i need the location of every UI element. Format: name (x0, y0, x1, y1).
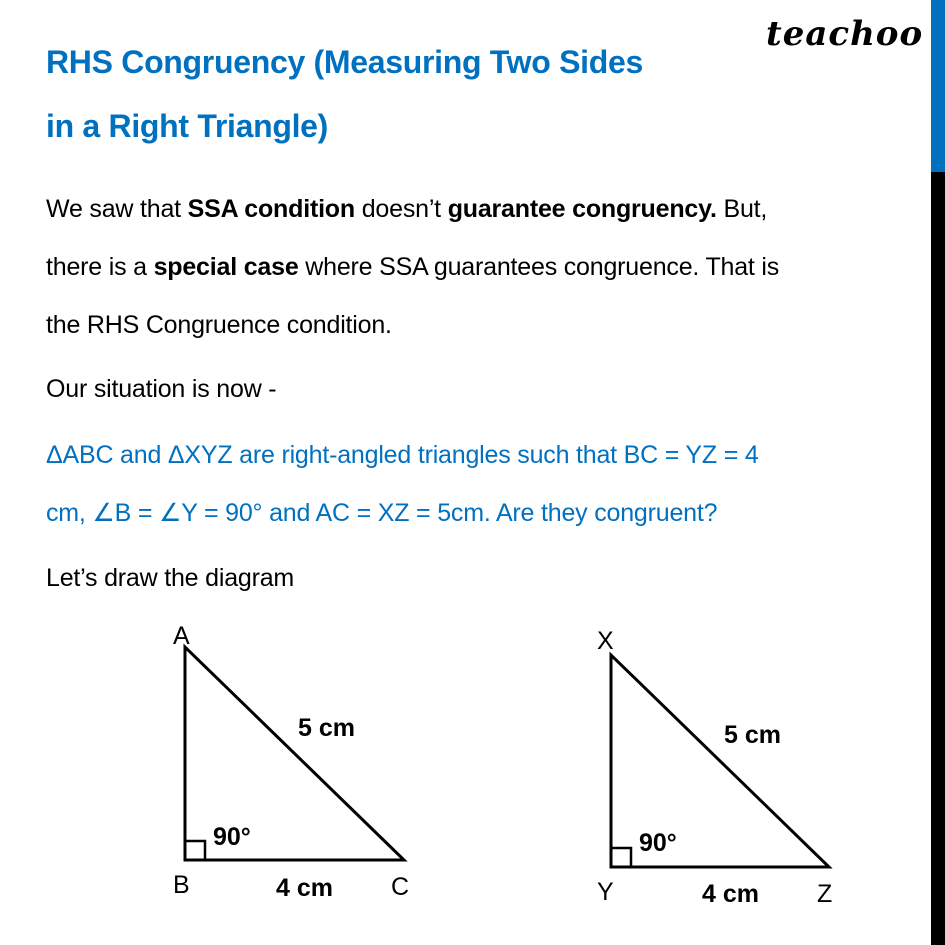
hypotenuse-label-ac: 5 cm (298, 714, 355, 742)
triangles-diagram (0, 600, 945, 945)
vertex-label-z: Z (817, 880, 833, 908)
problem-statement (46, 426, 906, 542)
teachoo-logo: teachoo (766, 14, 924, 54)
triangle-abc (173, 622, 409, 902)
text-span: But, (716, 195, 768, 223)
vertex-label-c: C (391, 873, 410, 901)
problem-line-2: cm, ∠B = ∠Y = 90° and AC = XZ = 5cm. Are they congruent? (46, 499, 718, 527)
problem-line-1: ΔABC and ΔXYZ are right-angled triangles such that BC = YZ = 4 (46, 441, 759, 469)
angle-label-y: 90° (639, 829, 677, 857)
intro-line-3: the RHS Congruence condition. (46, 311, 392, 339)
bold-special-case: special case (153, 253, 299, 281)
vertex-label-a: A (173, 622, 190, 650)
angle-label-b: 90° (213, 823, 251, 851)
vertex-label-x: X (597, 627, 614, 655)
page-title-line-1: RHS Congruency (Measuring Two Sides (46, 44, 643, 80)
draw-diagram-text: Let’s draw the diagram (46, 564, 295, 592)
vertex-label-b: B (173, 871, 190, 899)
right-angle-marker-b (185, 841, 205, 860)
situation-text: Our situation is now - (46, 375, 277, 403)
vertex-label-y: Y (597, 878, 614, 906)
base-label-yz: 4 cm (702, 880, 759, 908)
page-title-line-2: in a Right Triangle) (46, 108, 329, 144)
intro-line-2 (46, 238, 906, 296)
triangle-xyz (597, 627, 832, 908)
text-span: We saw that (46, 195, 188, 223)
page-title (46, 30, 766, 158)
hypotenuse-label-xz: 5 cm (724, 721, 781, 749)
base-label-bc: 4 cm (276, 874, 333, 902)
intro-paragraph (46, 180, 906, 354)
intro-line-1 (46, 180, 906, 238)
right-edge-accent (931, 0, 945, 172)
right-angle-marker-y (611, 848, 631, 867)
text-span: doesn’t (354, 195, 448, 223)
text-span: there is a (46, 253, 154, 281)
text-span: where SSA guarantees congruence. That is (298, 253, 780, 281)
bold-ssa-condition: SSA condition (187, 195, 355, 223)
bold-guarantee-congruency: guarantee congruency. (447, 195, 717, 223)
